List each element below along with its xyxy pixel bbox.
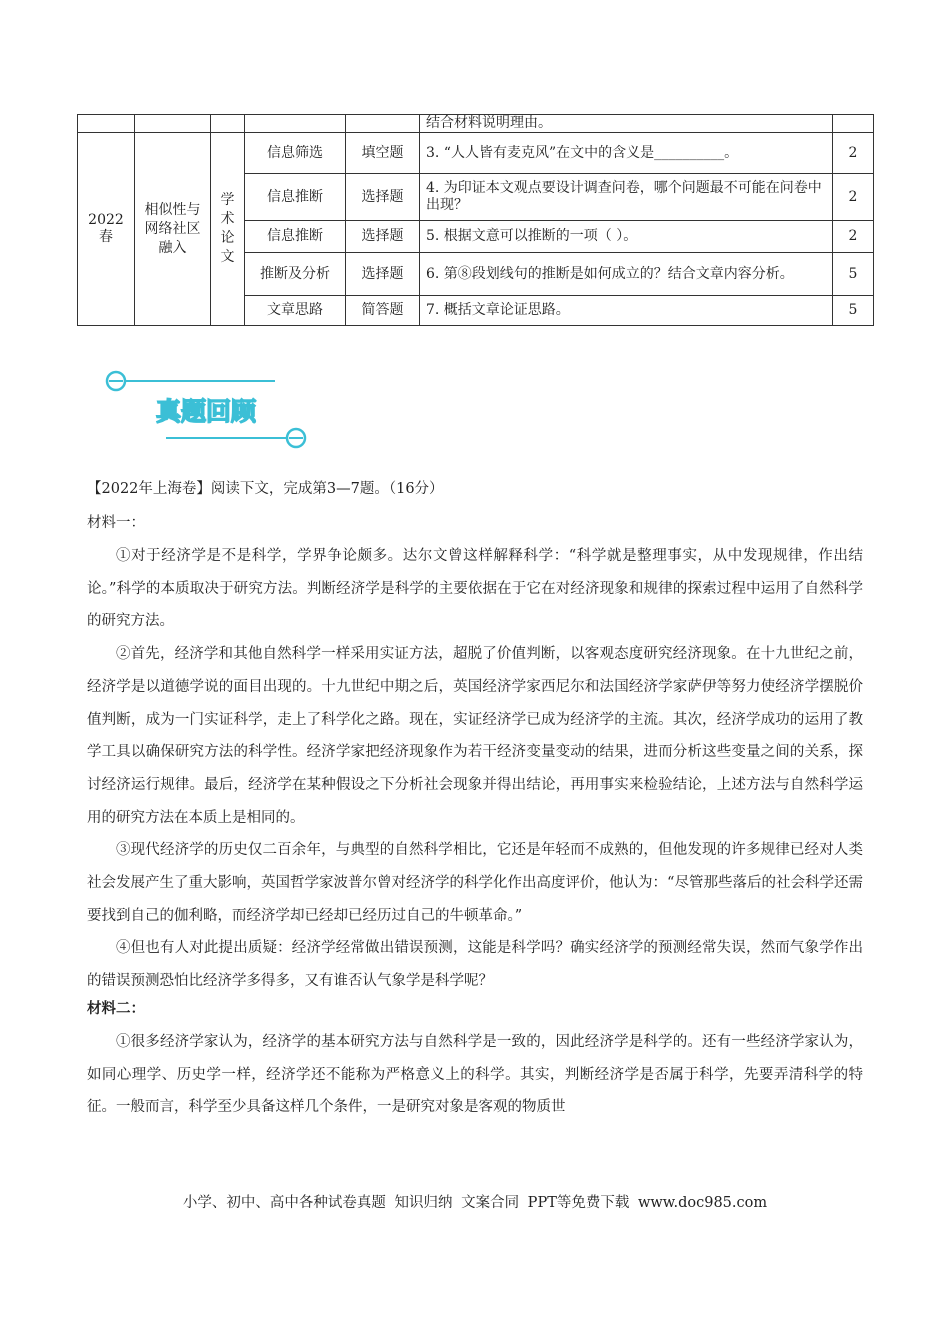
material-one-heading: 材料一： (87, 515, 145, 531)
paragraph: ①对于经济学是不是科学，学界争论颇多。达尔文曾这样解释科学：“科学就是整理事实，从中发现规律，作出结论。”科学的本质取决于研究方法。判断经济学是科学的主要依据在于它在对经济现象和规律的探索过程中运用了自然科学的研究方法。 (87, 548, 863, 630)
table-cell-type: 填空题 (346, 133, 420, 174)
table-row (78, 133, 874, 174)
table-cell-theme: 相似性与网络社区融入 (135, 133, 211, 326)
table-cell-skill: 文章思路 (245, 296, 346, 326)
table-cell-score: 5 (833, 253, 874, 296)
table-cell-question: 7. 概括文章论证思路。 (420, 296, 833, 326)
paragraph: ③现代经济学的历史仅二百余年，与典型的自然科学相比，它还是年轻而不成熟的，但他发现的许多规律已经对人类社会发展产生了重大影响，英国哲学家波普尔曾对经济学的科学化作出高度评价，他认为：“尽管那些落后的社会科学还需要找到自己的伽利略，而经济学却已经却已经历过自己的牛顿革命。” (87, 842, 863, 924)
material-two-heading: 材料二： (87, 999, 145, 1017)
paragraph: ④但也有人对此提出质疑：经济学经常做出错误预测，这能是科学吗？确实经济学的预测经常失误，然而气象学作出的错误预测恐怕比经济学多得多，又有谁否认气象学是科学呢？ (87, 940, 863, 990)
table-cell-score: 2 (833, 174, 874, 221)
table-cell-year: 2022春 (78, 133, 135, 326)
page-footer: 小学、初中、高中各种试卷真题 知识归纳 文案合同 PPT等免费下载 www.doc985.com (182, 1195, 768, 1211)
table-cell-score: 5 (833, 296, 874, 326)
paragraph: ①很多经济学家认为，经济学的基本研究方法与自然科学是一致的，因此经济学是科学的。还有一些经济学家认为，如同心理学、历史学一样，经济学还不能称为严格意义上的科学。其实，判断经济学是否属于科学，先要弄清科学的特征。一般而言，科学至少具备这样几个条件，一是研究对象是客观的物质世 (87, 1033, 863, 1116)
table-cell-type: 选择题 (346, 253, 420, 296)
exam-analysis-table (77, 114, 874, 326)
table-cell-type: 选择题 (346, 174, 420, 221)
table-cell-question: 5. 根据文意可以推断的一项（ ）。 (420, 221, 833, 253)
table-cell-question: 4. 为印证本文观点要设计调查问卷，哪个问题最不可能在问卷中出现？ (420, 174, 833, 221)
table-row (78, 115, 874, 133)
table-cell-type: 简答题 (346, 296, 420, 326)
table-cell-skill: 推断及分析 (245, 253, 346, 296)
section-banner (100, 368, 315, 454)
table-cell-genre: 学术论文 (211, 133, 245, 326)
table-cell-question: 3. “人人皆有麦克风”在文中的含义是__________。 (420, 133, 833, 174)
paragraph: ②首先，经济学和其他自然科学一样采用实证方法，超脱了价值判断，以客观态度研究经济现象。在十九世纪之前，经济学是以道德学说的面目出现的。十九世纪中期之后，英国经济学家西尼尔和法国经济学家萨伊等努力使经济学摆脱价值判断，成为一门实证科学，走上了科学化之路。现在，实证经济学已成为经济学的主流。其次，经济学成功的运用了教学工具以确保研究方法的科学性。经济学家把经济现象作为若干经济变量变动的结果，进而分析这些变量之间的关系，探讨经济运行规律。最后，经济学在某种假设之下分析社会现象并得出结论，再用事实来检验结论，上述方法与自然科学运用的研究方法在本质上是相同的。 (87, 646, 863, 826)
banner-title: 真题回顾 (155, 397, 257, 426)
article-body (87, 478, 863, 1124)
table-cell-question: 结合材料说明理由。 (420, 115, 833, 133)
question-intro: 【2022年上海卷】阅读下文，完成第3—7题。（16分） (87, 481, 444, 497)
table-cell-skill: 信息推断 (245, 174, 346, 221)
table-cell-score: 2 (833, 221, 874, 253)
table-cell-skill: 信息推断 (245, 221, 346, 253)
table-cell-type: 选择题 (346, 221, 420, 253)
table-cell-score: 2 (833, 133, 874, 174)
table-cell-question: 6. 第⑧段划线句的推断是如何成立的？结合文章内容分析。 (420, 253, 833, 296)
table-cell-skill: 信息筛选 (245, 133, 346, 174)
